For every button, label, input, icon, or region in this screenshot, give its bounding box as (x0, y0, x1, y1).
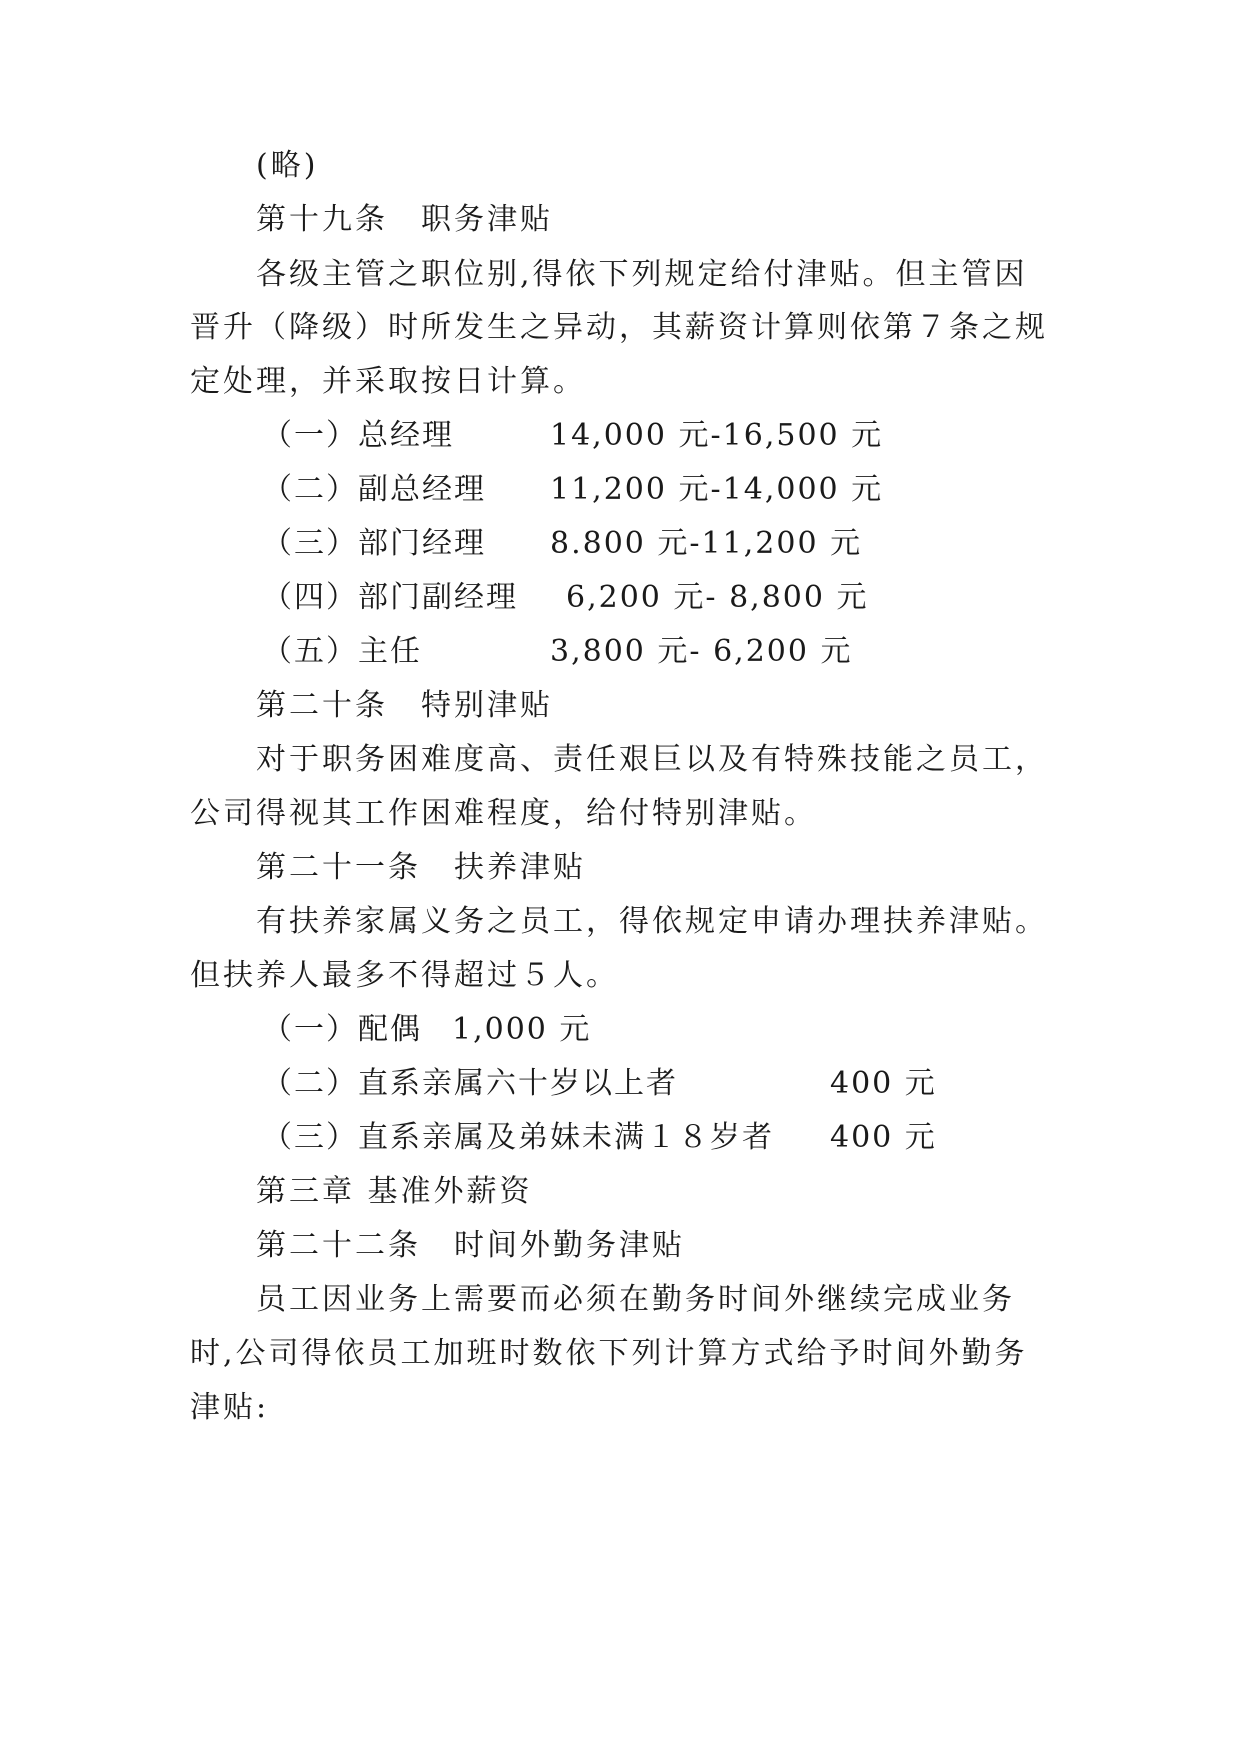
duty-allowance-amount: 3,800 元- 6,200 元 (550, 634, 853, 669)
duty-allowance-amount: 11,200 元-14,000 元 (550, 472, 884, 507)
duty-allowance-amount: 14,000 元-16,500 元 (550, 418, 884, 453)
dependent-allowance-label: （二）直系亲属六十岁以上者 (262, 1066, 678, 1101)
omitted-note: (略) (256, 148, 319, 183)
dependent-allowance-amount: 400 元 (830, 1066, 937, 1101)
paragraph-line: 晋升（降级）时所发生之异动，其薪资计算则依第７条之规 (190, 310, 1048, 345)
duty-allowance-label: （四）部门副经理 (262, 580, 518, 615)
paragraph-line: 员工因业务上需要而必须在勤务时间外继续完成业务 (256, 1282, 1015, 1317)
duty-allowance-label: （五）主任 (262, 634, 422, 669)
paragraph-line: 对于职务困难度高、责任艰巨以及有特殊技能之员工， (256, 742, 1048, 777)
duty-allowance-amount: 8.800 元-11,200 元 (550, 526, 863, 561)
paragraph-line: 时,公司得依员工加班时数依下列计算方式给予时间外勤务 (190, 1336, 1028, 1371)
duty-allowance-label: （一）总经理 (262, 418, 454, 453)
dependent-allowance-label: （一）配偶 (262, 1012, 422, 1047)
duty-allowance-label: （二）副总经理 (262, 472, 486, 507)
paragraph-line: 但扶养人最多不得超过５人。 (190, 958, 619, 993)
article-19-heading: 第十九条 职务津贴 (256, 202, 553, 237)
paragraph-line: 津贴: (190, 1390, 270, 1425)
dependent-allowance-amount: 1,000 元 (452, 1012, 592, 1047)
paragraph-line: 有扶养家属义务之员工，得依规定申请办理扶养津贴。 (256, 904, 1048, 939)
chapter-3-heading: 第三章 基准外薪资 (256, 1174, 533, 1209)
article-21-heading: 第二十一条 扶养津贴 (256, 850, 586, 885)
paragraph-line: 定处理，并采取按日计算。 (190, 364, 586, 399)
dependent-allowance-label: （三）直系亲属及弟妹未满１８岁者 (262, 1120, 774, 1155)
article-20-heading: 第二十条 特别津贴 (256, 688, 553, 723)
duty-allowance-label: （三）部门经理 (262, 526, 486, 561)
article-22-heading: 第二十二条 时间外勤务津贴 (256, 1228, 685, 1263)
paragraph-line: 公司得视其工作困难程度，给付特别津贴。 (190, 796, 817, 831)
dependent-allowance-amount: 400 元 (830, 1120, 937, 1155)
paragraph-line: 各级主管之职位别,得依下列规定给付津贴。但主管因 (256, 257, 1028, 292)
duty-allowance-amount: 6,200 元- 8,800 元 (566, 580, 869, 615)
